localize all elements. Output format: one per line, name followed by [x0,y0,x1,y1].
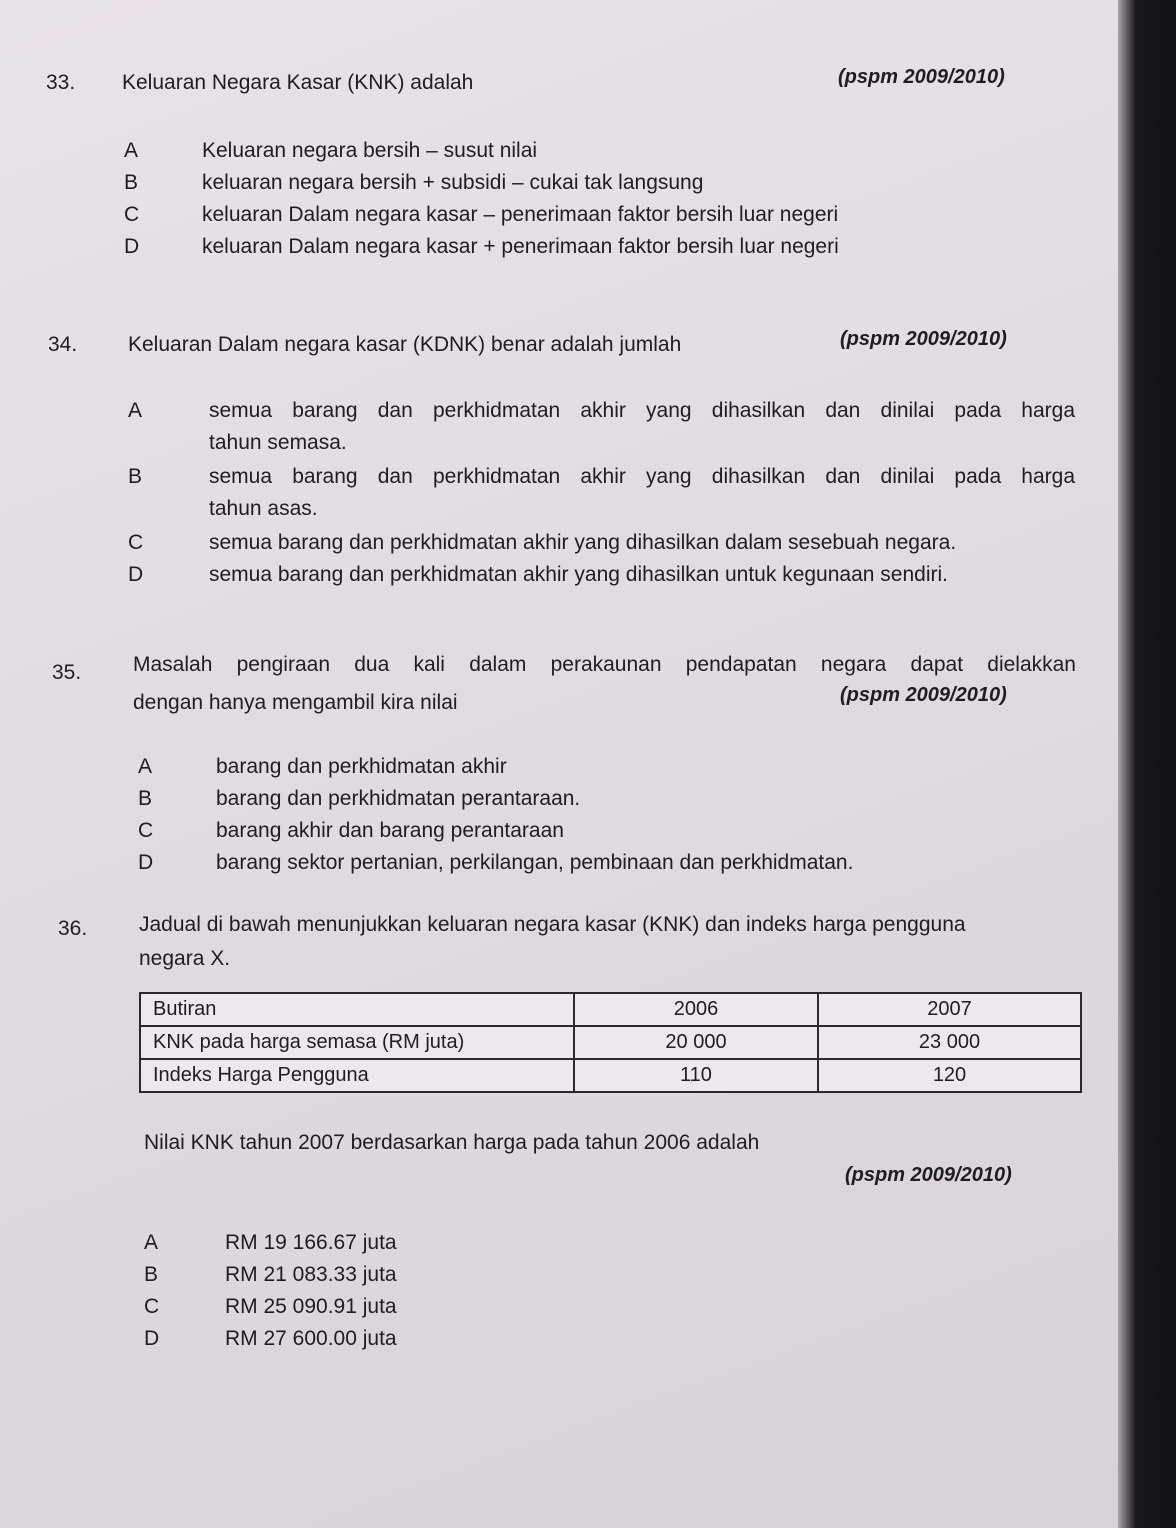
q35-number: 35. [52,661,82,684]
q35-option-a-text[interactable]: barang dan perkhidmatan akhir [216,755,507,778]
table-cell: 110 [574,1059,818,1092]
q33-option-a-text[interactable]: Keluaran negara bersih – susut nilai [202,139,538,162]
q35-option-c-text[interactable]: barang akhir dan barang perantaraan [216,819,564,842]
q36-option-d-letter[interactable]: D [144,1327,160,1350]
q35-source: (pspm 2009/2010) [840,684,1007,706]
q34-option-a-text-line1[interactable]: semua barang dan perkhidmatan akhir yang dihasilkan dan dinilai pada harga [209,399,1075,422]
table-cell: 120 [818,1059,1081,1092]
q36-option-a-text[interactable]: RM 19 166.67 juta [225,1231,397,1254]
q35-stem-line2: dengan hanya mengambil kira nilai [133,691,458,714]
q33-stem: Keluaran Negara Kasar (KNK) adalah [122,71,474,94]
q34-option-c-text[interactable]: semua barang dan perkhidmatan akhir yang dihasilkan dalam sesebuah negara. [209,531,957,554]
q33-option-b-text[interactable]: keluaran negara bersih + subsidi – cukai tak langsung [202,171,704,194]
q34-option-a-text-line2[interactable]: tahun semasa. [209,431,347,454]
q36-stem-line2: negara X. [139,947,231,970]
q34-source: (pspm 2009/2010) [840,328,1007,350]
q36-option-d-text[interactable]: RM 27 600.00 juta [225,1327,397,1350]
q33-option-b-letter[interactable]: B [124,171,139,194]
q33-number: 33. [46,71,76,94]
q33-option-d-letter[interactable]: D [124,235,140,258]
q33-option-a-letter[interactable]: A [124,139,139,162]
q36-option-a-letter[interactable]: A [144,1231,159,1254]
q35-option-d-letter[interactable]: D [138,851,154,874]
table-header-cell: Butiran [140,993,574,1026]
q35-option-b-letter[interactable]: B [138,787,153,810]
q34-option-b-text-line1[interactable]: semua barang dan perkhidmatan akhir yang dihasilkan dan dinilai pada harga [209,465,1075,488]
table-cell: 20 000 [574,1026,818,1059]
q34-option-b-letter[interactable]: B [128,465,143,488]
q36-option-b-text[interactable]: RM 21 083.33 juta [225,1263,397,1286]
q35-option-d-text[interactable]: barang sektor pertanian, perkilangan, pembinaan dan perkhidmatan. [216,851,854,874]
q36-option-b-letter[interactable]: B [144,1263,159,1286]
q36-source: (pspm 2009/2010) [845,1164,1012,1186]
page-edge-shadow [1118,0,1176,1528]
q33-source: (pspm 2009/2010) [838,66,1005,88]
table-cell: KNK pada harga semasa (RM juta) [140,1026,574,1059]
q36-number: 36. [58,917,88,940]
q34-option-d-text[interactable]: semua barang dan perkhidmatan akhir yang dihasilkan untuk kegunaan sendiri. [209,563,948,586]
table-header-cell: 2007 [818,993,1081,1026]
q35-stem-line1: Masalah pengiraan dua kali dalam perakaunan pendapatan negara dapat dielakkan [133,653,1076,676]
table-row [140,1059,1081,1092]
q35-option-a-letter[interactable]: A [138,755,153,778]
table-header-cell: 2006 [574,993,818,1026]
q36-question: Nilai KNK tahun 2007 berdasarkan harga pada tahun 2006 adalah [144,1131,760,1154]
table-cell: Indeks Harga Pengguna [140,1059,574,1092]
q34-option-b-text-line2[interactable]: tahun asas. [209,497,318,520]
table-header-row [140,993,1081,1026]
q36-option-c-letter[interactable]: C [144,1295,160,1318]
q34-option-a-letter[interactable]: A [128,399,143,422]
q33-option-c-text[interactable]: keluaran Dalam negara kasar – penerimaan faktor bersih luar negeri [202,203,839,226]
q34-stem: Keluaran Dalam negara kasar (KDNK) benar adalah jumlah [128,333,682,356]
q34-option-d-letter[interactable]: D [128,563,144,586]
q35-option-c-letter[interactable]: C [138,819,154,842]
q33-option-d-text[interactable]: keluaran Dalam negara kasar + penerimaan faktor bersih luar negeri [202,235,839,258]
q34-option-c-letter[interactable]: C [128,531,144,554]
table-cell: 23 000 [818,1026,1081,1059]
knk-data-table [139,992,1082,1093]
table-row [140,1026,1081,1059]
q35-option-b-text[interactable]: barang dan perkhidmatan perantaraan. [216,787,581,810]
q36-option-c-text[interactable]: RM 25 090.91 juta [225,1295,397,1318]
q34-number: 34. [48,333,78,356]
q33-option-c-letter[interactable]: C [124,203,140,226]
q36-stem-line1: Jadual di bawah menunjukkan keluaran negara kasar (KNK) dan indeks harga pengguna [139,913,966,936]
